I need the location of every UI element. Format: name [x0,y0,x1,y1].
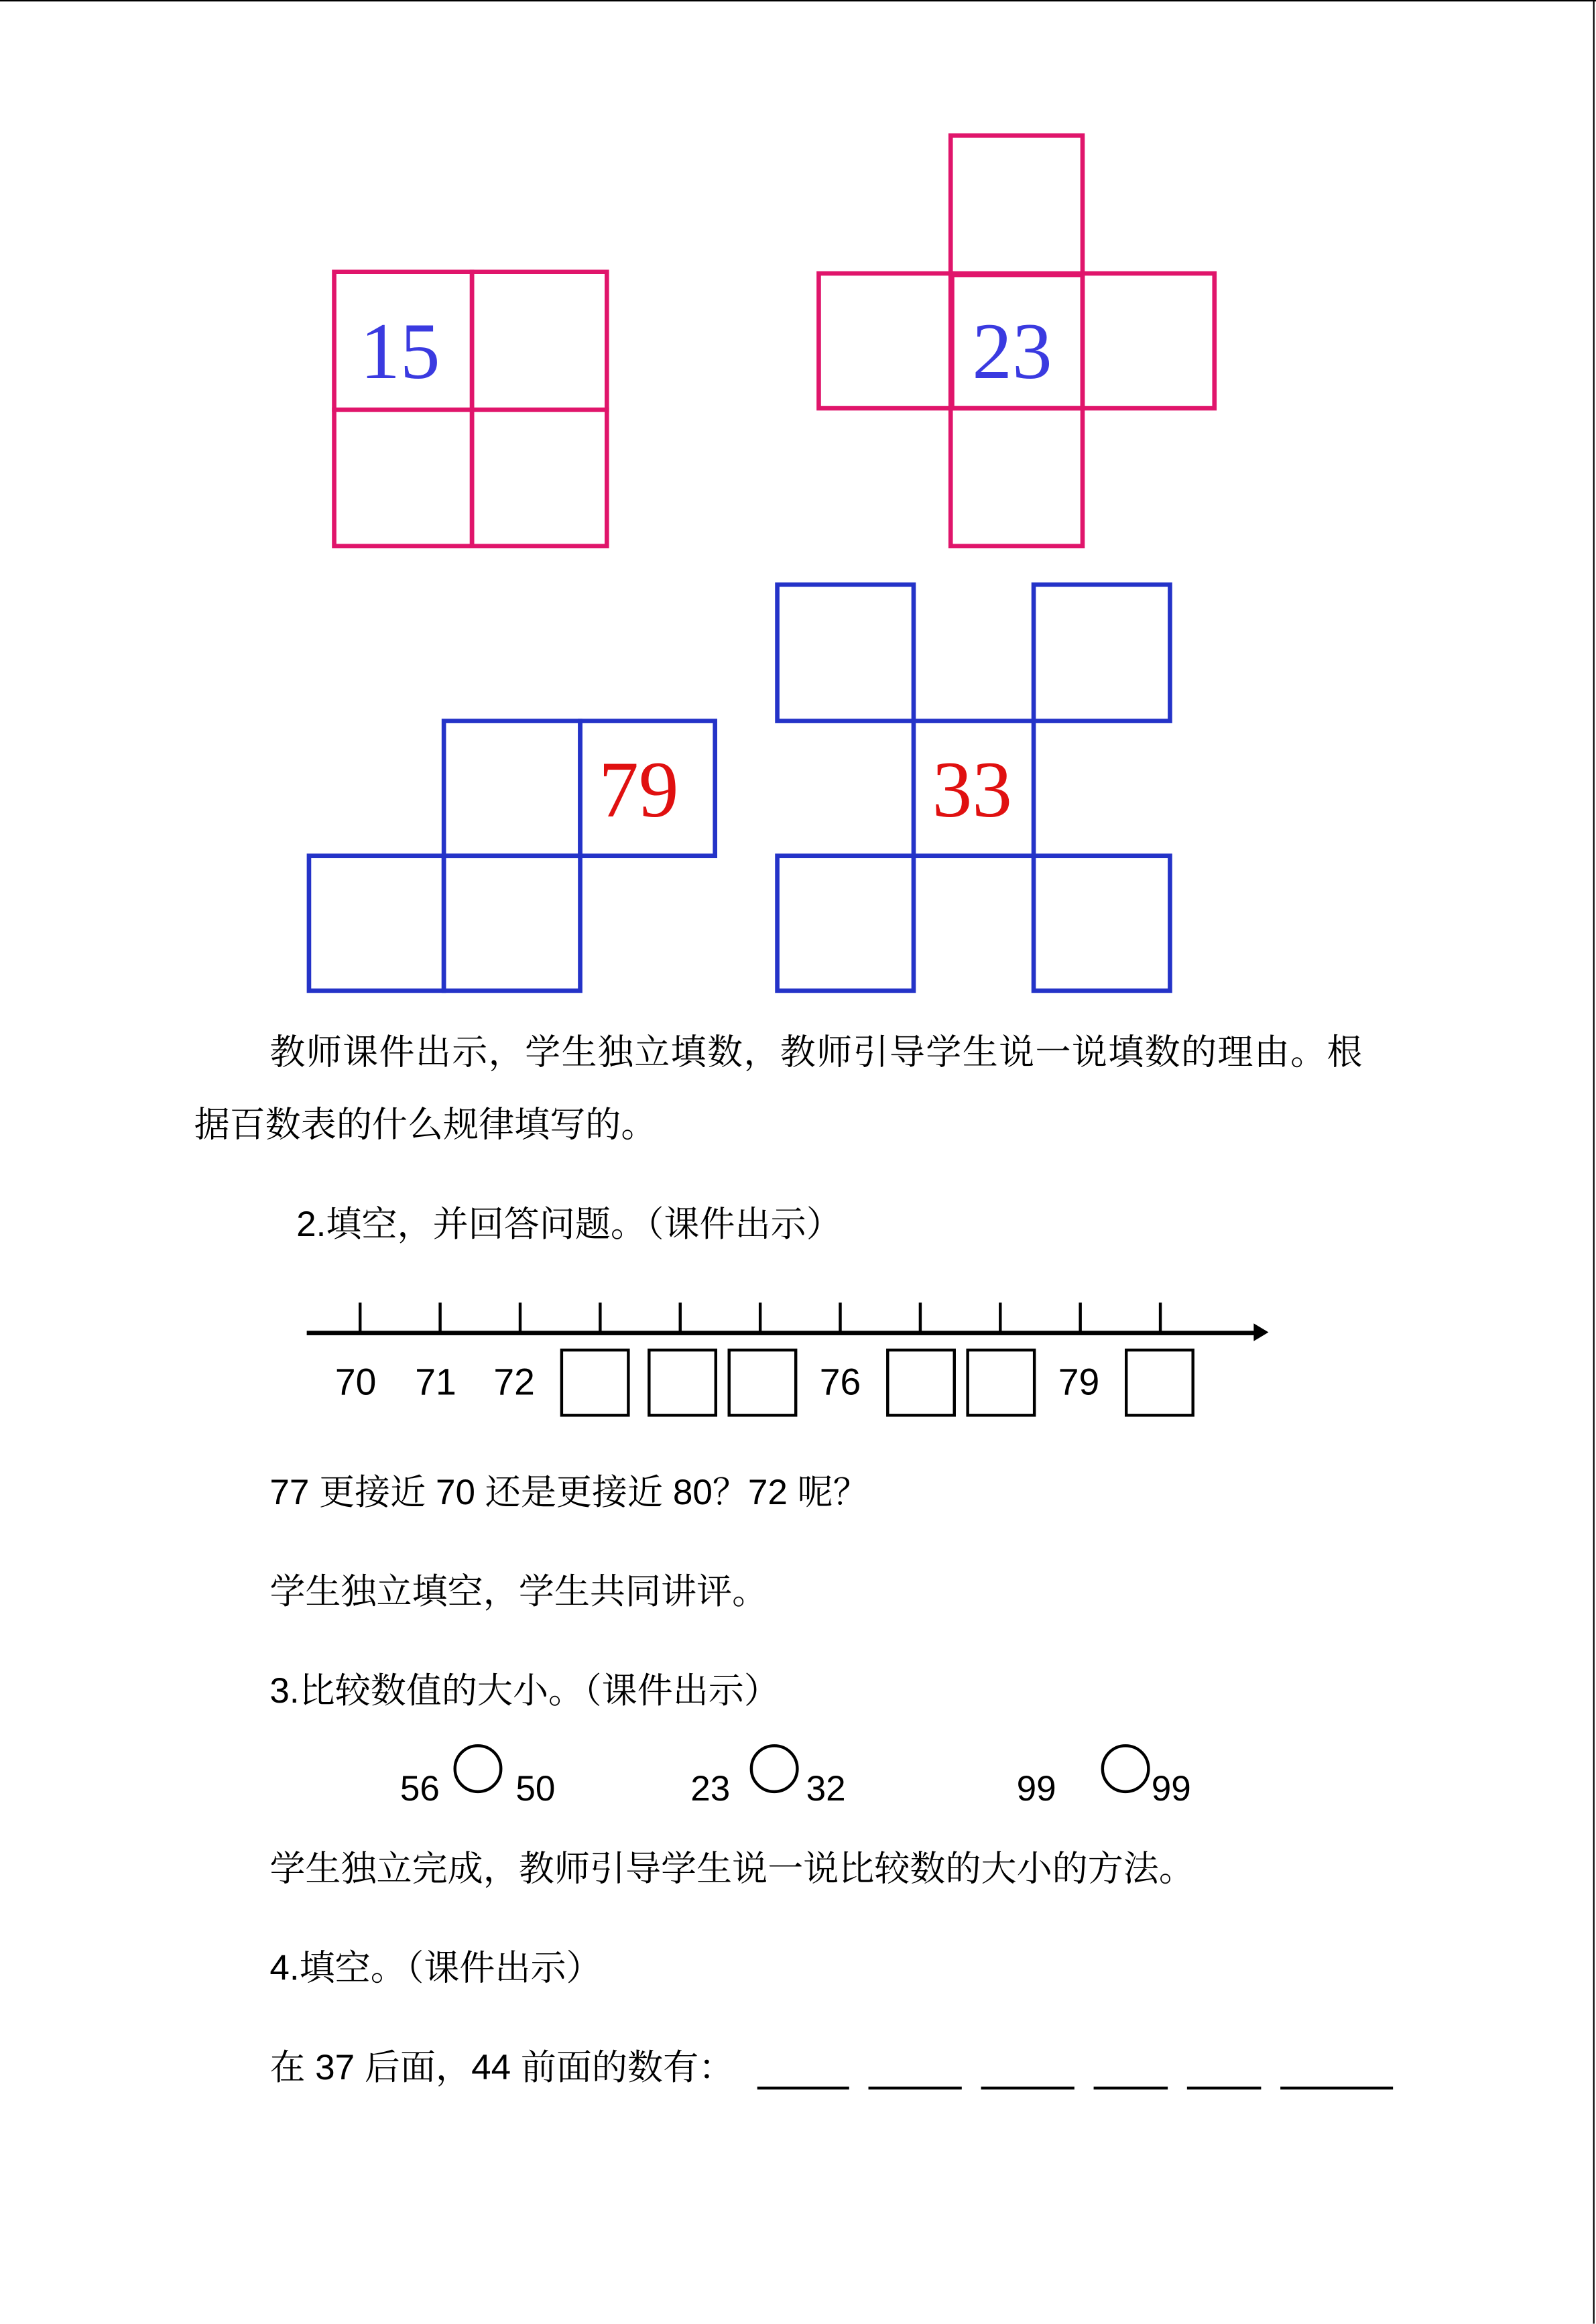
compare-circle[interactable] [750,1744,799,1793]
compare-number: 23 [690,1769,731,1810]
number-line-axis [307,1331,1262,1335]
grid-number: 79 [599,745,679,835]
paragraph-line: 据百数表的什么规律填写的。 [194,1105,657,1146]
question-2-text: 77 更接近 70 还是更接近 80？72 呢？ [269,1473,869,1514]
number-line-label: 72 [493,1361,535,1404]
page-border-top [0,0,1596,1]
question-3-note: 学生独立完成，教师引导学生说一说比较数的大小的方法。 [269,1849,1194,1890]
compare-number: 56 [400,1769,440,1810]
number-line-label: 76 [819,1361,861,1404]
question-4-title: 4.填空。（课件出示） [269,1949,602,1989]
number-line-label: 79 [1058,1361,1100,1404]
question-2-title: 2.填空，并回答问题。（课件出示） [296,1205,842,1245]
compare-number: 99 [1151,1769,1191,1810]
answer-blank[interactable] [1280,2087,1393,2089]
question-4-prompt: 在 37 后面，44 前面的数有： [269,2048,735,2089]
compare-circle[interactable] [454,1744,503,1793]
grid-number: 33 [932,745,1012,835]
compare-number: 32 [806,1769,846,1810]
answer-box[interactable] [966,1349,1036,1417]
number-line-label: 70 [334,1361,377,1404]
page-border-right [1593,0,1595,2324]
paragraph-line: 教师课件出示，学生独立填数，教师引导学生说一说填数的理由。根 [269,1032,1363,1073]
answer-box[interactable] [1125,1349,1194,1417]
question-2-note: 学生独立填空，学生共同讲评。 [269,1572,768,1613]
answer-blank[interactable] [981,2087,1075,2089]
compare-number: 50 [515,1769,556,1810]
answer-box[interactable] [886,1349,956,1417]
question-3-title: 3.比较数值的大小。（课件出示） [269,1671,780,1712]
number-line-label: 71 [415,1361,456,1404]
arrow-head-icon [1253,1323,1268,1341]
answer-blank[interactable] [1187,2087,1262,2089]
grid-number: 23 [972,306,1052,396]
answer-blank[interactable] [757,2087,849,2089]
compare-number: 99 [1016,1769,1056,1810]
answer-blank[interactable] [869,2087,962,2089]
grid-number: 15 [360,306,440,396]
answer-box[interactable] [560,1349,630,1417]
compare-circle[interactable] [1101,1744,1150,1793]
answer-blank[interactable] [1094,2087,1168,2089]
answer-box[interactable] [728,1349,798,1417]
answer-box[interactable] [648,1349,717,1417]
